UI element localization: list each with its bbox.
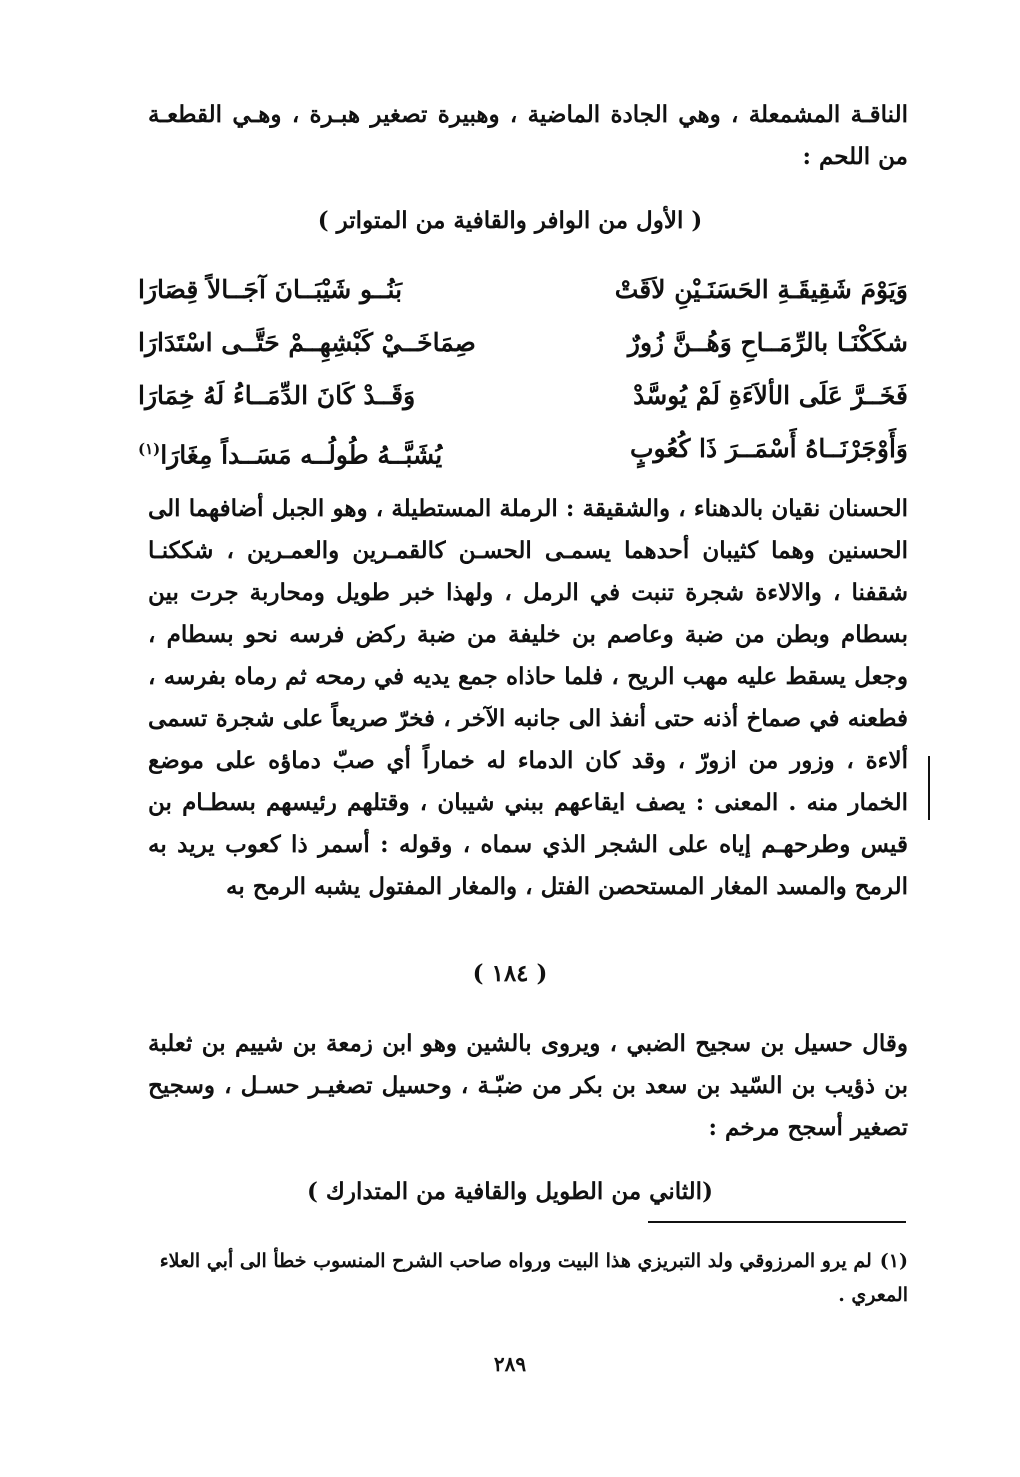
- footnote-number: (١): [879, 1250, 908, 1272]
- verse-line-2: [138, 318, 908, 368]
- verse-line-1: [138, 265, 908, 315]
- poet-paragraph: وقال حسيل بن سجيح الضبي ، ويروى بالشين وهو ابن زمعة بن شييم بن ثعلبة بن ذؤيب بن السّيد بن سعد بن بكر من ضبّـة ، وحسيل تصغيـر حسـل ، وسجيح تصغير أسجح مرخم :: [148, 1030, 908, 1141]
- footnote-marker: (١): [138, 440, 161, 458]
- margin-rule: [928, 756, 930, 820]
- verse-2-second-hemistich: صِمَاخَــيْ كَبْشِهِــمْ حَتَّــى اسْتَدَارَا: [138, 328, 476, 357]
- commentary-paragraph: الحسنان نقيان بالدهناء ، والشقيقة : الرملة المستطيلة ، وهو الجبل أضافهما الى الحسنين وهما كثيبان أحدهما يسمـى الحسـن كالقمـرين والعمـرين ، شككنـا شقفنا ، والالاءة شجرة تنبت في الرمل ، ولهذا خبر طويل ومحاربة جرت بين بسطام وبطن من ضبة وعاصم بن خليفة من ضبة ركض فرسه نحو بسطام ، وجعل يسقط عليه مهب الريح ، فلما حاذاه جمع يديه في رمحه ثم رماه بفرسه ، فطعنه في صماخ أذنه حتى أنفذ الى جانبه الآخر ، فخرّ صريعاً على شجرة تسمى ألاءة ، وزور من ازورّ ، وقد كان الدماء له خماراً أي صبّ دماؤه على موضع الخمار منه . المعنى : يصف ايقاعهم ببني شيبان ، وقتلهم رئيسهم بسطـام بن قيس وطرحهـم إياه على الشجر الذي سماه ، وقوله : أسمر ذا كعوب يريد به الرمح والمسد المغار المستحصن الفتل ، والمغار المفتول يشبه الرمح به: [148, 495, 908, 900]
- meter-heading-2: (الثاني من الطويل والقافية من المتدارك ): [307, 1178, 713, 1205]
- page-number: ٢٨٩: [493, 1352, 527, 1376]
- verse-line-3: [138, 371, 908, 421]
- verse-4-first-hemistich: وَأَوْجَرْنَــاهُ أَسْمَــرَ ذَا كُعُوبٍ: [629, 434, 908, 463]
- footnote: [133, 1244, 908, 1312]
- verse-4-second-text: يُشَبَّــهُ طُولُــه مَسَــداً مِغَارَا: [160, 440, 443, 470]
- footnote-text: لم يرو المرزوقي ولد التبريزي هذا البيت ورواه صاحب الشرح المنسوب خطأ الى أبي العلاء المعري .: [159, 1250, 908, 1306]
- verse-4-second-hemistich: [138, 424, 442, 480]
- verse-3-second-hemistich: وَقَــدْ كَانَ الدِّمَــاءُ لَهُ خِمَارَا: [138, 381, 416, 410]
- footnote-separator: [648, 1221, 906, 1223]
- meter-heading-1: ( الأول من الوافر والقافية من المتواتر ): [317, 207, 703, 234]
- intro-paragraph: الناقـة المشمعلة ، وهي الجادة الماضية ، وهبيرة تصغير هبـرة ، وهـي القطعـة من اللحم :: [148, 101, 908, 170]
- section-number: ( ١٨٤ ): [472, 960, 548, 987]
- verse-2-first-hemistich: شكَكْنَـا بالرِّمَــاحِ وَهُــنَّ زُورٌ: [627, 328, 908, 357]
- verse-1-first-hemistich: وَيَوْمَ شَقِيقَـةِ الحَسَنَـيْنِ لاَقَتْ: [614, 275, 908, 304]
- verse-line-4: [138, 424, 908, 474]
- verse-3-first-hemistich: فَخَــرَّ عَلَى الألاَءَةِ لَمْ يُوسَّدْ: [633, 381, 908, 410]
- verse-1-second-hemistich: بَنُــو شَيْبَــانَ آجَــالاً قِصَارَا: [138, 275, 403, 304]
